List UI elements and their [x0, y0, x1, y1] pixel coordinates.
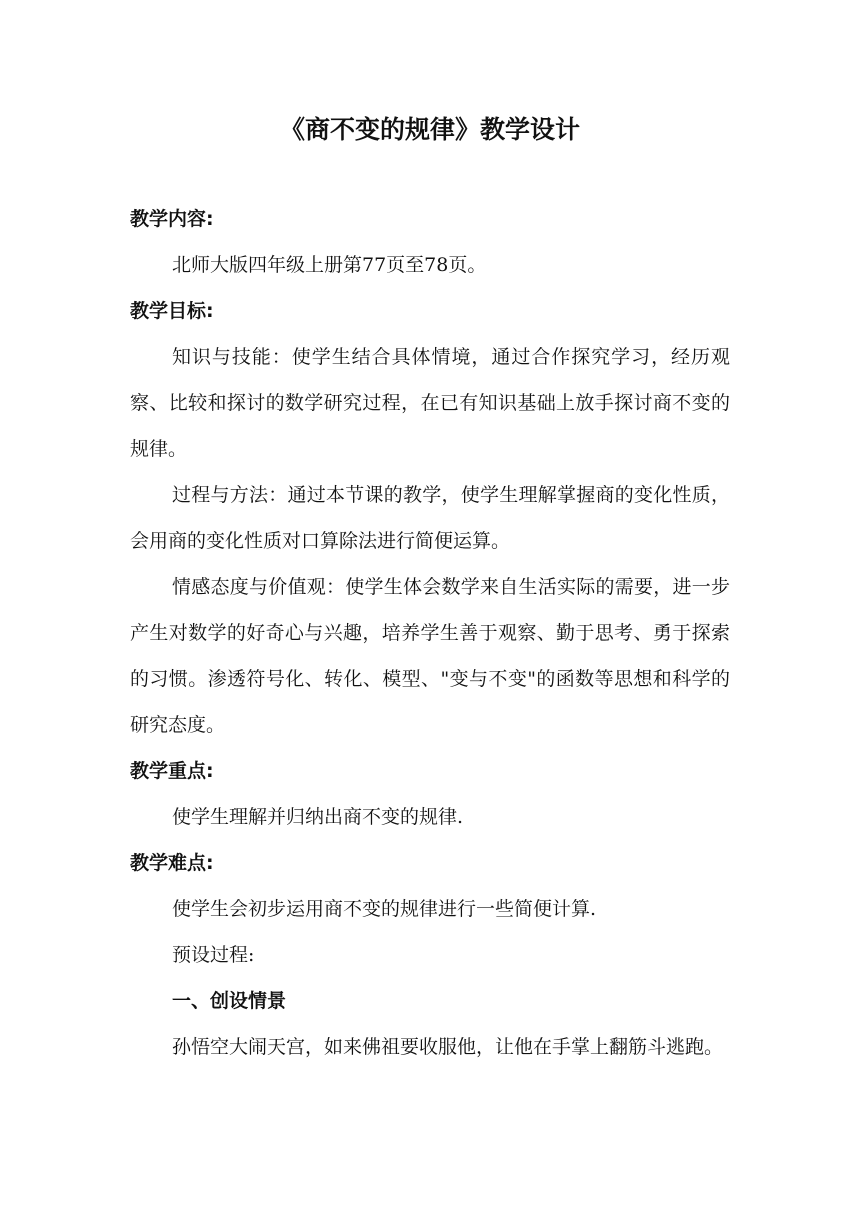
content-text: 北师大版四年级上册第77页至78页。 — [172, 254, 487, 276]
difficulty-text: 使学生会初步运用商不变的规律进行一些简便计算. — [172, 898, 597, 920]
objective-knowledge: 知识与技能：使学生结合具体情境，通过合作探究学习，经历观察、比较和探讨的数学研究过程，在已有知识基础上放手探讨商不变的规律。 — [130, 346, 730, 460]
section-1-text: 孙悟空大闹天宫，如来佛祖要收服他，让他在手掌上翻筋斗逃跑。 — [172, 1036, 724, 1058]
document-title: 《商不变的规律》教学设计 — [279, 115, 580, 144]
document-body — [130, 196, 730, 1070]
content-heading: 教学内容: — [130, 208, 214, 230]
objectives-heading: 教学目标: — [130, 300, 214, 322]
process-label: 预设过程: — [172, 944, 255, 966]
key-point-heading: 教学重点: — [130, 760, 214, 782]
section-1-heading: 一、创设情景 — [172, 990, 287, 1012]
key-point-text: 使学生理解并归纳出商不变的规律. — [172, 806, 464, 828]
difficulty-heading: 教学难点: — [130, 852, 214, 874]
objective-process: 过程与方法：通过本节课的教学，使学生理解掌握商的变化性质，会用商的变化性质对口算除法进行简便运算。 — [130, 484, 730, 552]
objective-attitude: 情感态度与价值观：使学生体会数学来自生活实际的需要，进一步产生对数学的好奇心与兴趣，培养学生善于观察、勤于思考、勇于探索的习惯。渗透符号化、转化、模型、"变与不变"的函数等思想和科学的研究态度。 — [130, 576, 730, 736]
